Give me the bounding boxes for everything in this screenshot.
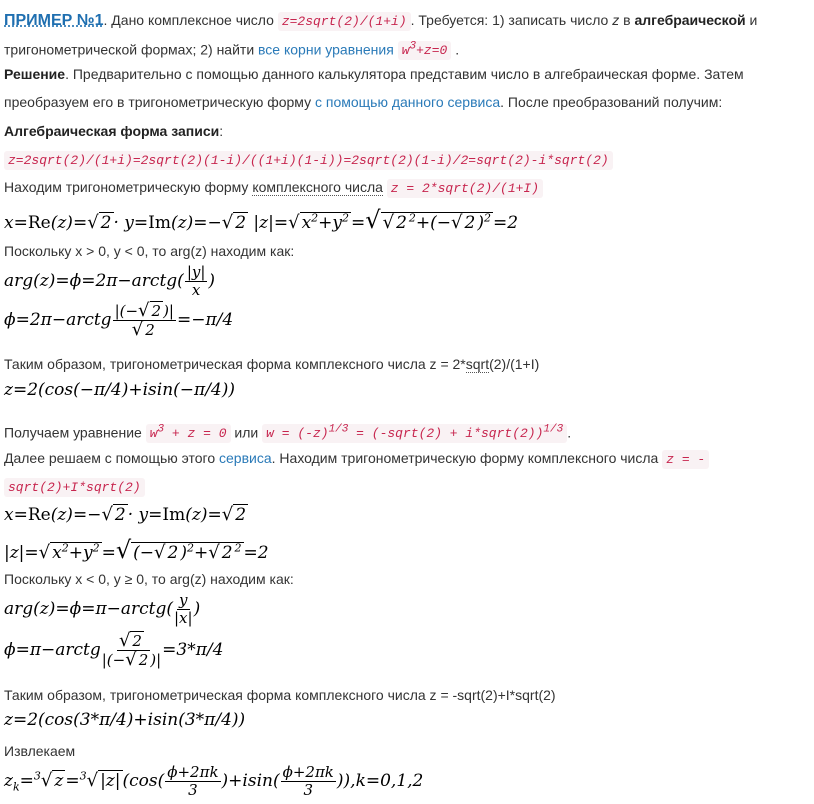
code-inline: $w^3+z=0$ [398, 41, 452, 60]
trig-line-2: Далее решаем с помощью этого сервиса. Находим тригонометрическую форму комплексного числа z = - [4, 448, 709, 470]
code-inline: z=2sqrt(2)/(1+i) [278, 12, 411, 31]
trig-line-2b [4, 476, 145, 498]
code-inline: $w^3 + z = 0$ [146, 424, 231, 443]
example-line-1: ПРИМЕР №1. Дано комплексное число z=2sqrt(2)/(1+i) . Требуется: 1) записать число z в алгебраической и [4, 12, 758, 29]
formula-arg-2: arg(z)=ϕ=π−arctg( $\frac{y}{|x|}$ ) [4, 591, 201, 627]
formula-modulus-2: |z|=√ $x^2+y^2$ =√ (−√ 2 )$^2$+√ 2 $^2$ =2 [4, 536, 269, 564]
solution-line: Решение. Предварительно с помощью данного калькулятора представим число в алгебраическая форме. Затем [4, 66, 744, 82]
formula-phi-1: ϕ=2π−arctg $\frac{|(-√ 2 )|}{√ 2}$ =−π/4 [4, 300, 234, 340]
trig-line-1: Находим тригонометрическую форму комплексного числа z = 2*sqrt(2)/(1+I) [4, 177, 543, 199]
extract-line: Извлекаем [4, 743, 76, 759]
result-line-2: Таким образом, тригонометрическая форма комплексного числа z = -sqrt(2)+I*sqrt(2) [4, 687, 556, 703]
solution-line-2: преобразуем его в тригонометрическую форму с помощью данного сервиса. После преобразований получим: [4, 94, 723, 110]
example-line-2: тригонометрической формах; 2) найти все корни уравнения $w^3+z=0$ . [4, 41, 460, 59]
equation-line: Получаем уравнение $w^3 + z = 0$ или $w = (-z)^{1/3}$ = (-sqrt(2) + i*sqrt(2))$^{1/3}$ . [4, 424, 572, 442]
condition-line-2: Поскольку x < 0, y ≥ 0, то arg(z) находим как: [4, 571, 294, 587]
condition-line-1: Поскольку x > 0, y < 0, то arg(z) находим как: [4, 243, 295, 259]
algebraic-heading: Алгебраическая форма записи: [4, 123, 224, 139]
formula-xy-1: x=Re(z)=√ 2 · y=Im(z)=−√ 2 |z|=√ $x^2+y^2$ =√ √ 2 $^2$+(−√ 2 )$^2$ =2 [4, 206, 519, 234]
formula-z-1: z=2(cos(−π/4)+isin(−π/4)) [4, 380, 236, 400]
formula-arg-1: arg(z)=ϕ=2π−arctg( $\frac{|y|}{x}$ ) [4, 263, 216, 299]
code-inline: z = 2*sqrt(2)/(1+I) [387, 179, 543, 198]
formula-phi-2: ϕ=π−arctg $\frac{√ 2}{|(-√ 2 )|}$ =3*π/4 [4, 630, 224, 670]
code-inline: sqrt(2)+I*sqrt(2) [4, 478, 145, 497]
formula-roots: $z_k=^3√$ z =$^3$√ |z| (cos( $\frac{\phi+2\pi k}{3}$ )+isin( $\frac{\phi+2\pi k}{3}$ )),k=0,1,2 [4, 763, 424, 799]
link-service[interactable]: с помощью данного сервиса [314, 94, 501, 110]
link-roots[interactable]: все корни уравнения [258, 41, 394, 58]
algebraic-code-line [4, 149, 613, 171]
code-inline: z = - [662, 450, 709, 469]
formula-xy-2: x=Re(z)=−√ 2 · y=Im(z)=√ 2 [4, 504, 247, 525]
example-title: ПРИМЕР №1 [4, 12, 104, 29]
code-inline: $w = (-z)^{1/3}$ = (-sqrt(2) + i*sqrt(2))$^{1/3}$ [262, 424, 567, 443]
link-service-2[interactable]: сервиса [219, 450, 272, 466]
result-line-1: Таким образом, тригонометрическая форма комплексного числа z = 2*sqrt(2)/(1+I) [4, 356, 540, 372]
code-inline: z=2sqrt(2)/(1+i)=2sqrt(2)(1-i)/((1+i)(1-i))=2sqrt(2)(1-i)/2=sqrt(2)-i*sqrt(2) [4, 151, 613, 170]
formula-z-2: z=2(cos(3*π/4)+isin(3*π/4)) [4, 710, 246, 730]
